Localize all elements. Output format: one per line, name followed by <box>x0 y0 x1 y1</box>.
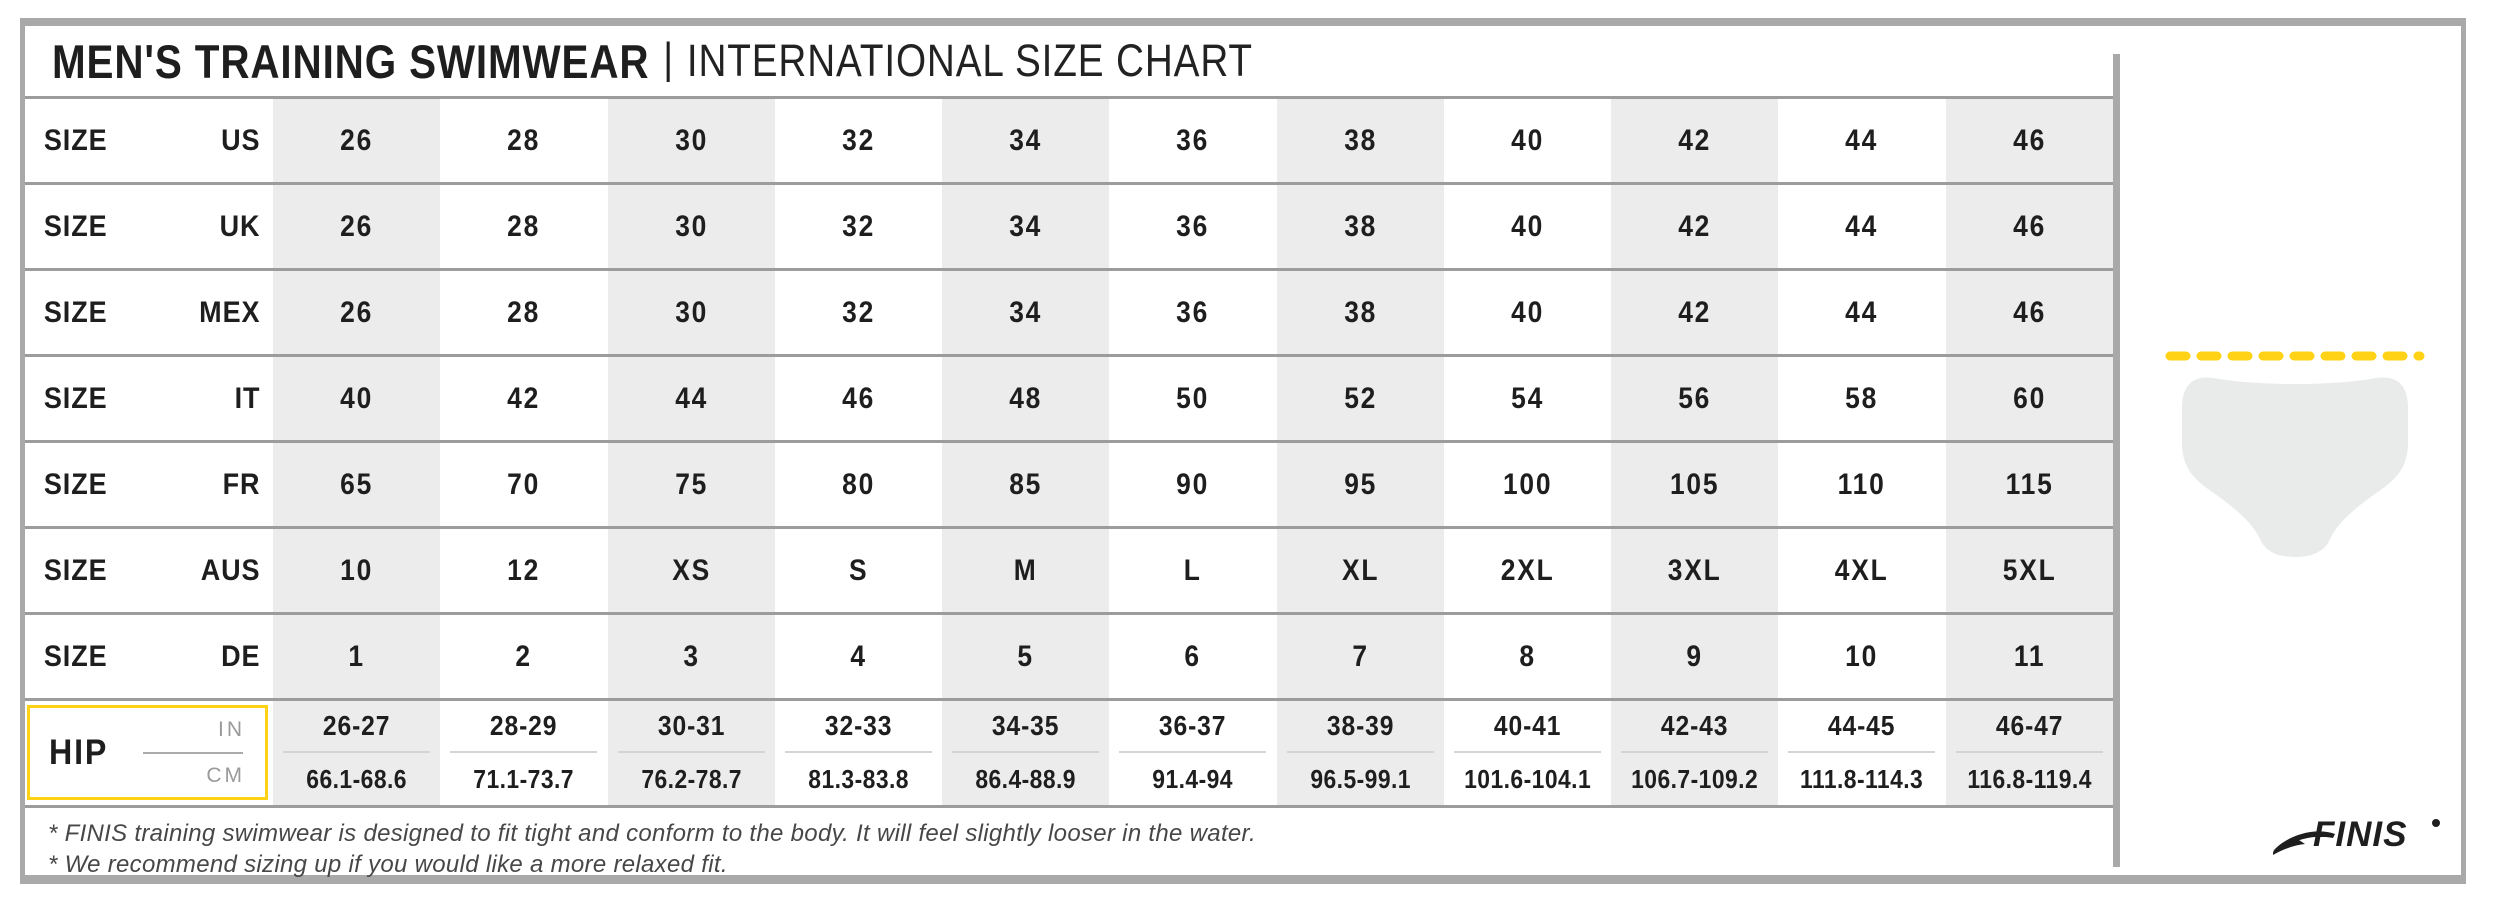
size-cell: 1 <box>348 639 365 673</box>
row-label-size: SIZE <box>43 553 108 587</box>
size-cell: 30 <box>674 295 708 329</box>
size-cell: 10 <box>1845 639 1879 673</box>
size-cell: 46 <box>2012 295 2046 329</box>
size-cell: 32 <box>841 295 875 329</box>
size-cell: 42 <box>1678 295 1712 329</box>
hip-cm-cell: 66.1-68.6 <box>306 763 407 794</box>
size-cell: 28 <box>507 295 541 329</box>
size-row <box>25 615 2113 701</box>
hip-in-cell: 30-31 <box>618 701 765 753</box>
hip-cm-cell: 76.2-78.7 <box>640 763 742 794</box>
size-row <box>25 99 2113 185</box>
size-cell: M <box>1013 553 1038 587</box>
size-cell: XS <box>671 553 711 587</box>
hip-in-cell: 42-43 <box>1621 701 1768 753</box>
vertical-divider <box>2113 54 2120 867</box>
hip-unit-cm-label: CM <box>206 764 245 787</box>
hip-in-cell: 28-29 <box>450 701 597 753</box>
size-cell: 11 <box>2013 639 2046 673</box>
size-row <box>25 185 2113 271</box>
size-cell: 30 <box>674 209 708 243</box>
hip-unit-divider <box>143 752 243 754</box>
page-title-product: MEN'S TRAINING SWIMWEAR <box>52 34 650 88</box>
row-label-size: SIZE <box>43 467 108 501</box>
size-cell: 34 <box>1009 123 1043 157</box>
size-cell: 38 <box>1343 123 1377 157</box>
hip-cm-cell: 106.7-109.2 <box>1631 763 1759 794</box>
size-cell: 5 <box>1017 639 1034 673</box>
size-cell: 28 <box>507 123 541 157</box>
size-cell: 50 <box>1176 381 1210 415</box>
size-cell: 65 <box>340 467 374 501</box>
size-cell: 4XL <box>1835 553 1889 587</box>
size-cell: 3 <box>682 639 700 673</box>
hip-cm-cell: 96.5-99.1 <box>1309 763 1411 794</box>
hip-cm-cell: 111.8-114.3 <box>1800 763 1924 794</box>
size-cell: S <box>848 553 869 587</box>
size-cell: 56 <box>1678 381 1712 415</box>
hip-cm-cell: 116.8-119.4 <box>1967 763 2092 794</box>
finis-logo <box>2269 809 2447 867</box>
size-row <box>25 443 2113 529</box>
footnote-line: * FINIS training swimwear is designed to fit tight and conform to the body. It will feel slightly looser in the water. <box>48 820 1256 847</box>
size-cell: 26 <box>340 209 374 243</box>
row-label-region: AUS <box>200 553 261 587</box>
size-cell: 80 <box>841 467 875 501</box>
size-cell: 58 <box>1845 381 1879 415</box>
size-chart-frame <box>20 18 2466 884</box>
hip-cm-cell: 86.4-88.9 <box>975 763 1077 794</box>
size-row <box>25 357 2113 443</box>
size-cell: 32 <box>841 209 875 243</box>
size-cell: 8 <box>1519 639 1536 673</box>
size-cell: 40 <box>1511 123 1544 157</box>
size-cell: 28 <box>507 209 541 243</box>
row-label-size: SIZE <box>43 639 108 673</box>
size-rows <box>25 99 2113 701</box>
size-cell: 12 <box>507 553 541 587</box>
size-cell: 38 <box>1343 209 1377 243</box>
hip-in-cell: 40-41 <box>1454 701 1601 753</box>
size-cell: 105 <box>1670 467 1720 501</box>
hip-in-cell: 38-39 <box>1287 701 1434 753</box>
row-label-region: US <box>221 123 261 157</box>
size-cell: 46 <box>841 381 875 415</box>
hip-unit-in-label: IN <box>218 718 245 741</box>
hip-in-cell: 44-45 <box>1788 701 1935 753</box>
hip-cm-cell: 71.1-73.7 <box>473 763 575 794</box>
hip-label-cell <box>25 701 273 805</box>
size-cell: 34 <box>1009 209 1043 243</box>
footnotes <box>25 808 2113 880</box>
page-title <box>52 34 1253 89</box>
size-cell: 75 <box>674 467 708 501</box>
hip-row <box>25 701 2113 808</box>
size-cell: XL <box>1341 553 1379 587</box>
hip-cm-cell: 81.3-83.8 <box>808 763 909 794</box>
size-cell: 40 <box>340 381 374 415</box>
size-cell: L <box>1184 553 1202 587</box>
size-cell: 46 <box>2012 209 2046 243</box>
hip-in-cell: 26-27 <box>283 701 430 753</box>
size-cell: 2 <box>515 639 533 673</box>
size-cell: 2XL <box>1500 553 1555 587</box>
size-row <box>25 529 2113 615</box>
garment-panel <box>2120 26 2461 875</box>
size-row <box>25 271 2113 357</box>
row-label-region: FR <box>222 467 261 501</box>
size-cell: 34 <box>1009 295 1043 329</box>
hip-label: HIP <box>49 733 109 772</box>
size-cell: 42 <box>507 381 541 415</box>
size-cell: 44 <box>674 381 708 415</box>
footnote-line: * We recommend sizing up if you would like a more relaxed fit. <box>48 851 728 878</box>
row-label-region: DE <box>221 639 261 673</box>
size-cell: 85 <box>1009 467 1043 501</box>
size-cell: 70 <box>507 467 541 501</box>
size-cell: 36 <box>1176 295 1210 329</box>
size-cell: 48 <box>1009 381 1043 415</box>
row-label-size: SIZE <box>43 123 108 157</box>
size-cell: 95 <box>1343 467 1377 501</box>
size-cell: 54 <box>1511 381 1544 415</box>
title-bar <box>25 26 2113 99</box>
size-cell: 110 <box>1838 467 1887 501</box>
swim-brief-icon <box>2158 344 2432 566</box>
size-cell: 40 <box>1511 209 1544 243</box>
size-cell: 9 <box>1686 639 1704 673</box>
size-cell: 36 <box>1176 209 1210 243</box>
size-cell: 3XL <box>1667 553 1722 587</box>
size-cell: 44 <box>1845 123 1879 157</box>
hip-cm-cell: 101.6-104.1 <box>1464 763 1592 794</box>
size-cell: 38 <box>1343 295 1377 329</box>
size-cell: 36 <box>1176 123 1210 157</box>
size-chart-panel <box>25 26 2113 878</box>
row-label-region: MEX <box>199 295 261 329</box>
finis-logo-text: FINIS <box>2313 815 2408 854</box>
row-label-region: IT <box>234 381 261 415</box>
size-cell: 44 <box>1845 295 1879 329</box>
size-cell: 42 <box>1678 123 1712 157</box>
size-cell: 90 <box>1176 467 1210 501</box>
row-label-size: SIZE <box>43 381 108 415</box>
finis-logo-dot <box>2432 819 2440 827</box>
size-cell: 52 <box>1343 381 1377 415</box>
size-cell: 4 <box>850 639 867 673</box>
hip-in-cell: 36-37 <box>1119 701 1266 753</box>
size-cell: 44 <box>1845 209 1879 243</box>
size-cell: 5XL <box>2002 553 2057 587</box>
hip-in-cell: 34-35 <box>952 701 1099 753</box>
size-cell: 40 <box>1511 295 1544 329</box>
size-cell: 115 <box>2005 467 2054 501</box>
size-cell: 7 <box>1352 639 1369 673</box>
size-cell: 60 <box>2012 381 2046 415</box>
size-cell: 10 <box>340 553 374 587</box>
size-table <box>25 99 2113 808</box>
size-cell: 26 <box>340 123 374 157</box>
row-label-region: UK <box>219 209 261 243</box>
row-label-size: SIZE <box>43 209 108 243</box>
page-title-subtitle: INTERNATIONAL SIZE CHART <box>686 35 1253 86</box>
page-title-separator: | <box>663 34 674 83</box>
size-cell: 42 <box>1678 209 1712 243</box>
size-cell: 26 <box>340 295 374 329</box>
row-label-size: SIZE <box>43 295 108 329</box>
size-cell: 6 <box>1184 639 1202 673</box>
size-cell: 32 <box>841 123 875 157</box>
size-cell: 100 <box>1502 467 1553 501</box>
size-cell: 46 <box>2012 123 2046 157</box>
hip-in-cell: 32-33 <box>785 701 932 753</box>
hip-in-cell: 46-47 <box>1956 701 2103 753</box>
size-cell: 30 <box>674 123 708 157</box>
hip-cm-cell: 91.4-94 <box>1152 763 1234 794</box>
